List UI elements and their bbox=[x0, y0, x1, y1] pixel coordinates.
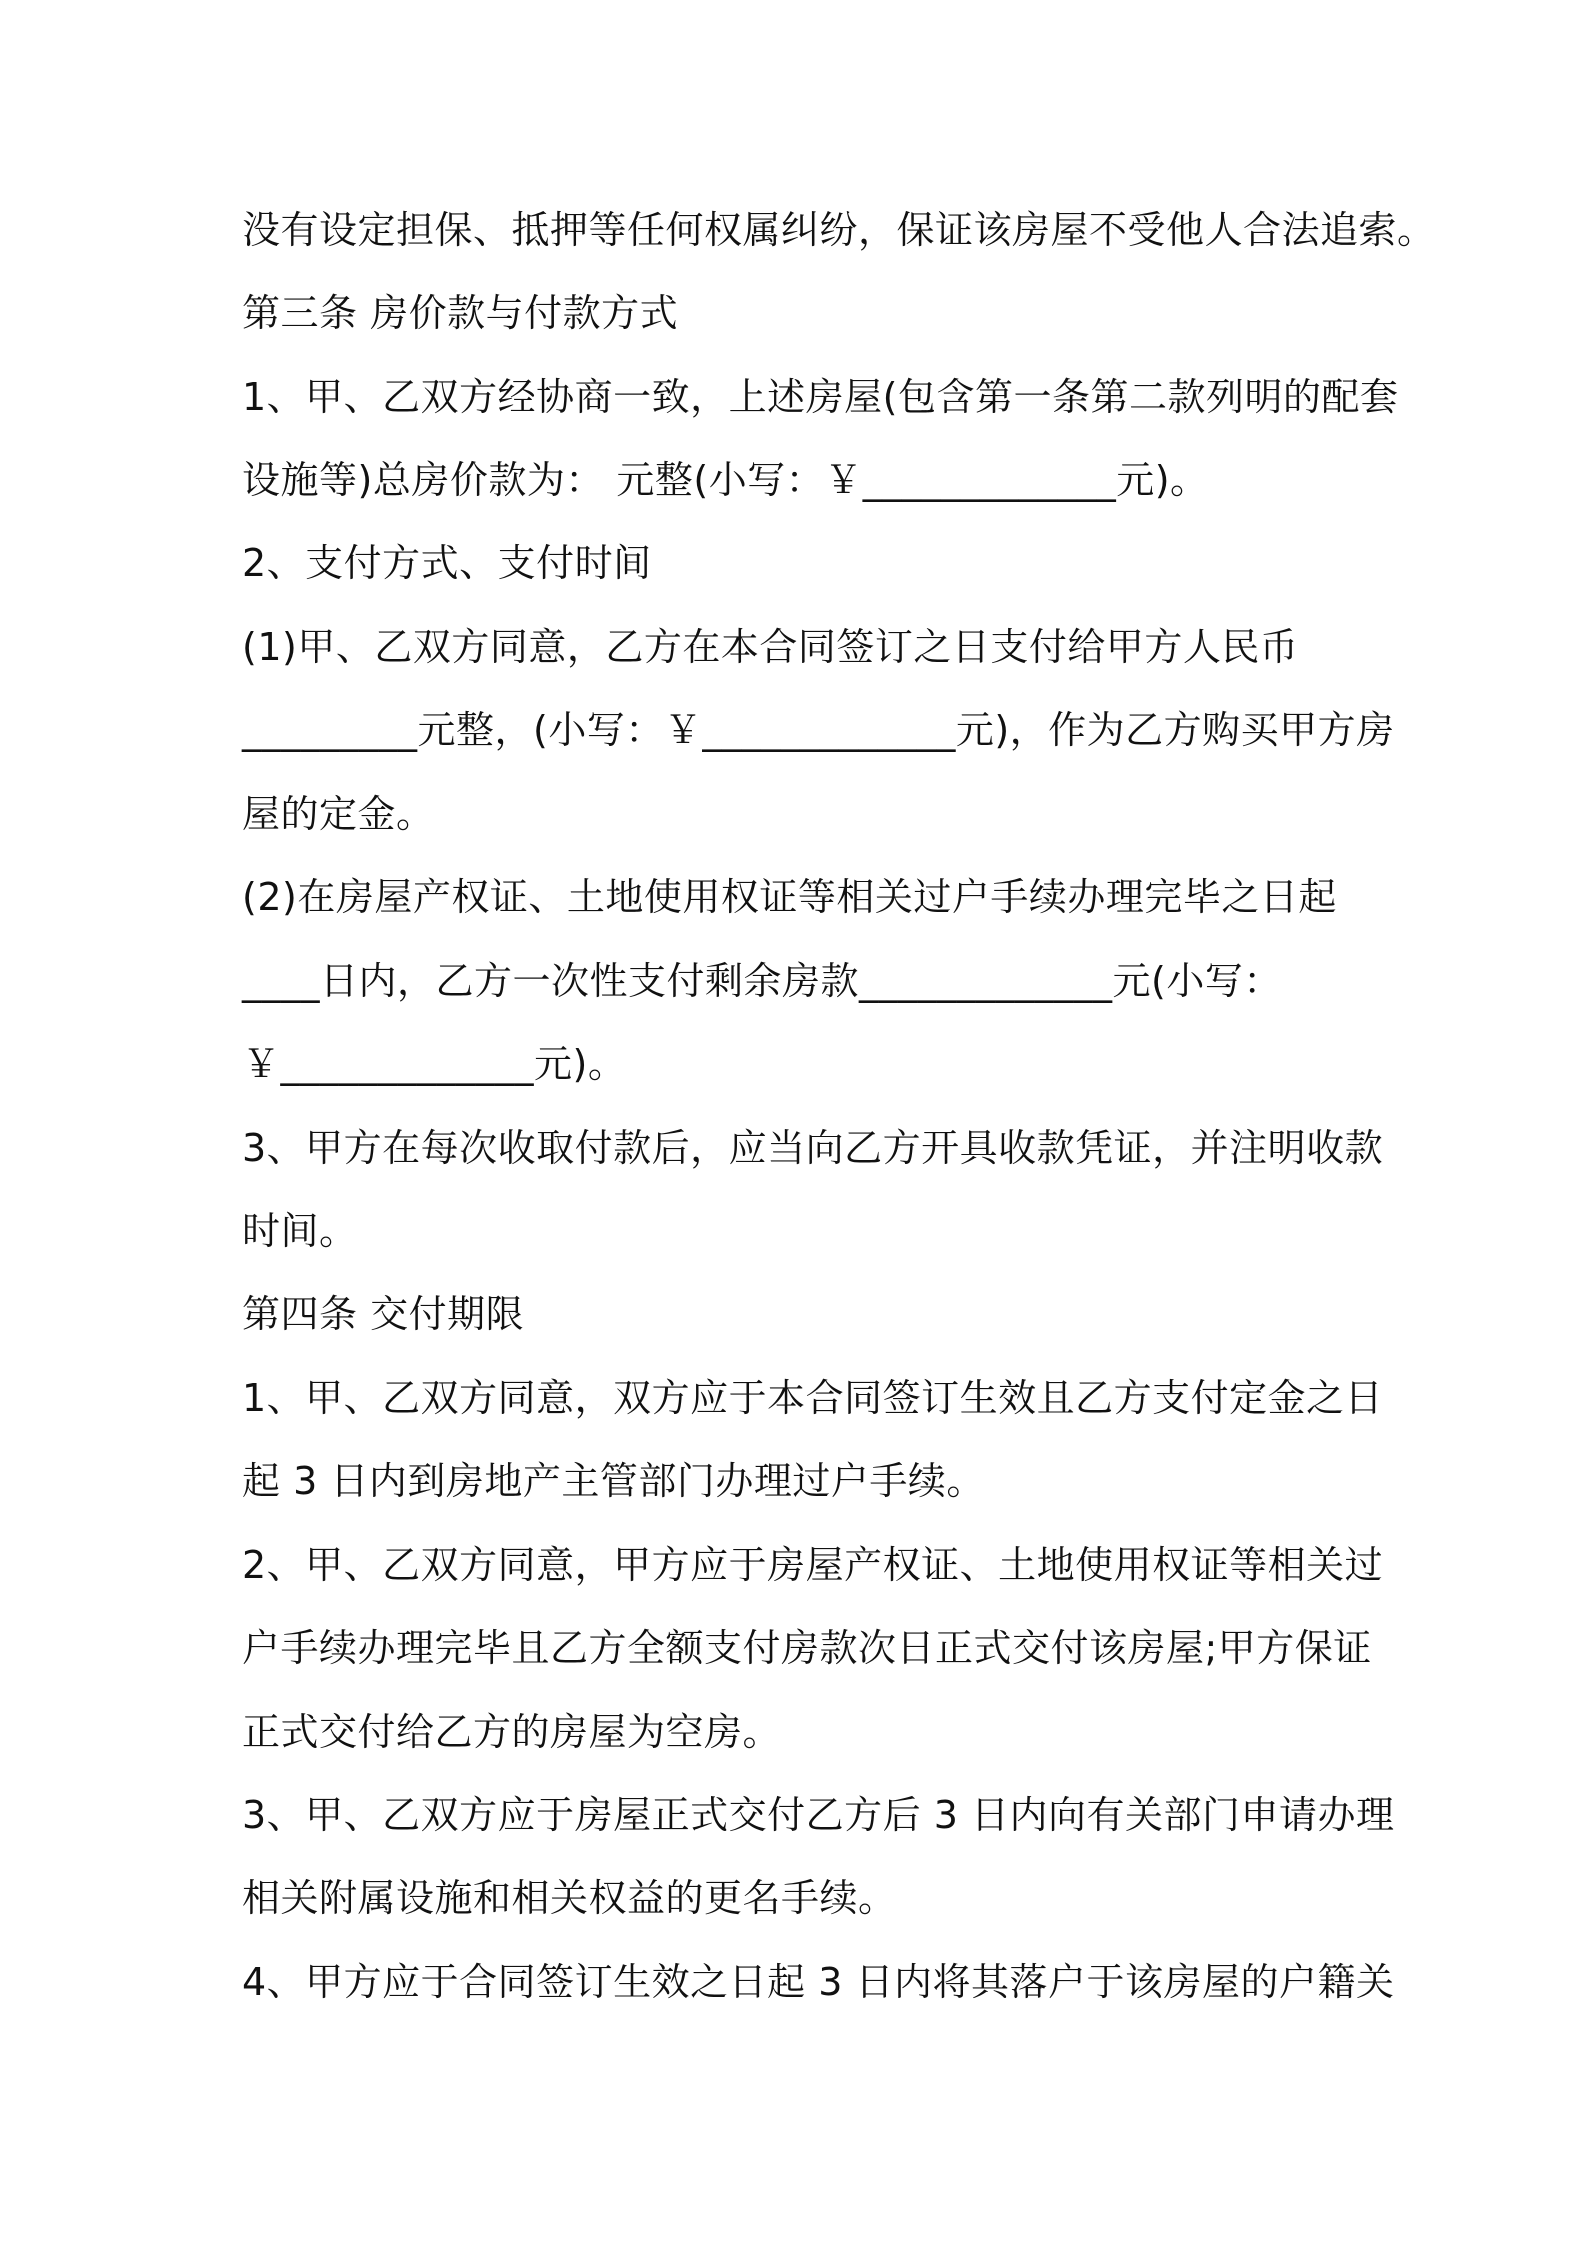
text-line: 时间。 bbox=[242, 1209, 358, 1253]
text-line: 相关附属设施和相关权益的更名手续。 bbox=[242, 1876, 897, 1920]
section-heading: 第四条 交付期限 bbox=[242, 1292, 525, 1336]
text-line: 正式交付给乙方的房屋为空房。 bbox=[242, 1710, 782, 1754]
text-line: 1、甲、乙双方经协商一致，上述房屋(包含第一条第二款列明的配套 bbox=[242, 375, 1399, 419]
text-line: 4、甲方应于合同签订生效之日起 3 日内将其落户于该房屋的户籍关 bbox=[242, 1960, 1395, 2004]
text-line: 屋的定金。 bbox=[242, 792, 435, 836]
text-line: 3、甲方在每次收取付款后，应当向乙方开具收款凭证，并注明收款 bbox=[242, 1126, 1384, 1170]
text-line: ￥_____________元)。 bbox=[242, 1042, 627, 1086]
text-line: 2、支付方式、支付时间 bbox=[242, 541, 652, 585]
section-heading: 第三条 房价款与付款方式 bbox=[242, 291, 679, 335]
text-line: 1、甲、乙双方同意，双方应于本合同签订生效且乙方支付定金之日 bbox=[242, 1376, 1384, 1420]
text-line: ____日内，乙方一次性支付剩余房款_____________元(小写： bbox=[242, 959, 1282, 1003]
text-line: 起 3 日内到房地产主管部门办理过户手续。 bbox=[242, 1459, 985, 1503]
text-line: 户手续办理完毕且乙方全额支付房款次日正式交付该房屋;甲方保证 bbox=[242, 1626, 1372, 1670]
text-line: (1)甲、乙双方同意，乙方在本合同签订之日支付给甲方人民币 bbox=[242, 625, 1299, 669]
text-line: 设施等)总房价款为： 元整(小写：￥_____________元)。 bbox=[242, 458, 1209, 502]
text-line: 3、甲、乙双方应于房屋正式交付乙方后 3 日内向有关部门申请办理 bbox=[242, 1793, 1395, 1837]
text-line: 2、甲、乙双方同意，甲方应于房屋产权证、土地使用权证等相关过 bbox=[242, 1543, 1384, 1587]
text-line: 没有设定担保、抵押等任何权属纠纷，保证该房屋不受他人合法追索。 bbox=[242, 208, 1436, 252]
text-line: _________元整，(小写：￥_____________元)，作为乙方购买甲方房 bbox=[242, 708, 1395, 752]
text-line: (2)在房屋产权证、土地使用权证等相关过户手续办理完毕之日起 bbox=[242, 875, 1337, 919]
